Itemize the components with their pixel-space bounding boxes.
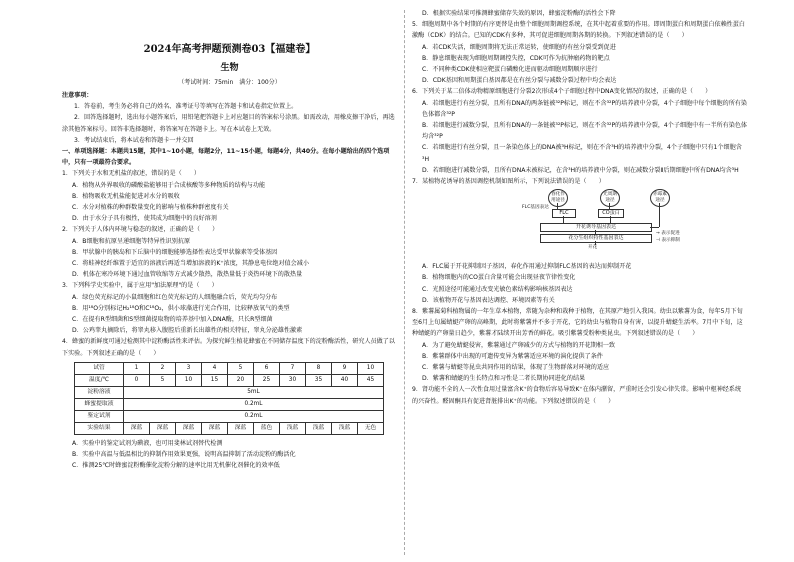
table-row: [75, 422, 384, 434]
table-cell: 深蓝: [228, 422, 254, 434]
option: C．光照途径可能通过改变光敏色素结构影响核基因表达: [422, 285, 573, 293]
section-heading: 一、单项选择题：本题共15题，其中1~10小题，每题2分，11~15小题，每题4分，共40分。在每小题给出的四个选项中，只有一项最符合要求。: [62, 148, 390, 167]
diagram-node-photoperiod: 光周期途径: [600, 189, 620, 207]
table-cell: 4: [202, 362, 228, 374]
option: A．FLC属于开花抑制因子基因，春化作用通过抑制FLC基因的表达而抑制开花: [422, 263, 632, 271]
question-stem: 4．蜂蜜的新鲜度可通过检测其中淀粉酶活性来评估。为探究鲜生植花蜂蜜在不同储存温度下的淀粉酶活性，研究人员做了以下实验。下列叙述正确的是（ ）: [62, 338, 395, 357]
option: C．推测25℃时蜂蜜淀粉酶催化淀粉分解的速率比用无机催化剂催化的效率低: [72, 462, 280, 470]
option: C．水分对植株的种群数量变化的影响与植株种群密度有关: [72, 204, 229, 212]
table-cell: 深蓝: [176, 422, 202, 434]
option: D．公鸡睾丸摘除后，将睾丸移入腹腔后重新长出雄性的相关特征，睾丸分泌雄性激素: [72, 327, 303, 335]
diagram-legend-inhibit: ⊣ 表示抑制: [656, 238, 680, 244]
table-cell: 6: [254, 362, 280, 374]
table-cell: 深蓝: [202, 422, 228, 434]
table-row: [75, 362, 384, 374]
option: B．紫薯群体中出现的可遗传变异为紫薯适应环境的演化提供了条件: [422, 352, 603, 360]
question-stem: 2．下列关于人体内环境与稳态的叙述，正确的是（ ）: [62, 226, 219, 234]
table-cell: 15: [202, 374, 228, 386]
table-cell: 蓝色: [254, 422, 280, 434]
table-cell: 5mL: [124, 386, 384, 398]
table-cell: 9: [332, 362, 358, 374]
table-cell: 试管: [75, 362, 124, 374]
option: A．绿色荧光标记的小鼠细胞和红色荧光标记的人细胞融合后，荧光均匀分布: [72, 293, 278, 301]
note-item: 3．考试结束后，将本试卷和答题卡一并交回: [74, 136, 194, 144]
diagram-box-meristem: 花分生组织特性基因表达: [540, 234, 652, 243]
option: D．若细胞进行减数分裂，且所有DNA未被标记，在含³H的培养液中分裂，则在减数分裂Ⅱ后期细胞中所有DNA均含³H: [422, 166, 739, 174]
experiment-table: [74, 362, 384, 435]
diagram-legend-promote: → 表示促进: [656, 231, 680, 237]
diagram-node-vernalization: 春化作用途径: [548, 189, 568, 207]
table-cell: 淀粉溶液: [75, 386, 124, 398]
question-stem: 6．下列关于某二倍体动物精原细胞进行分裂2次形成4个子细胞过程中DNA变化情况的叙述，正确的是（ ）: [412, 88, 712, 96]
table-cell: 深蓝: [150, 422, 176, 434]
exam-info: （考试时间：75min 满分：100分）: [178, 79, 281, 86]
column-divider: [404, 10, 405, 555]
question-stem: 5．细胞周期中各个时期的有序更替是由整个细胞周期调控系统，在其中起着重要的作用。即周期蛋白和周期蛋白依赖性蛋白激酶（CDK）的结合。已知的CDK有多种，其可促进细胞周期各期的转换。下列叙述错误的是（ ）: [412, 21, 745, 40]
subject-title: 生物: [220, 63, 239, 73]
table-cell: 深蓝: [124, 422, 150, 434]
table-cell: 无色: [358, 422, 384, 434]
diagram-label-flowering: 开花: [588, 245, 598, 251]
table-cell: 鉴定试剂: [75, 410, 124, 422]
option: C．若细胞进行有丝分裂，且一条染色体上的DNA被³H标记，则在不含³H的培养液中分裂，4个子细胞中只有1个细胞含³H: [422, 144, 742, 163]
table-cell: 20: [228, 374, 254, 386]
diagram-arrow: [563, 216, 564, 223]
option: B．植物细胞内的CO蛋白含量可能会出现昼夜节律性变化: [422, 274, 576, 282]
table-cell: 7: [280, 362, 306, 374]
diagram-arrow: [595, 230, 596, 234]
diagram-arrow: [610, 216, 611, 223]
table-cell: 10: [176, 374, 202, 386]
option: C．将蛙神经纤维置于适宜的溶液后再适当增加溶液的K⁺浓度，其静息电位绝对值会减小: [72, 260, 309, 268]
option: B．植物吸收无机盐能促进对水分的吸收: [72, 192, 180, 200]
question-stem: 3．下列科学史实验中，属于应用"加法原理"的是（ ）: [62, 282, 218, 290]
diagram-box-co: CO蛋白: [598, 209, 624, 218]
option: D．根据实验结果可推测蜂蜜储存失效的原因，蜂蜜淀粉酶的活性会下降: [422, 10, 616, 17]
table-cell: 3: [176, 362, 202, 374]
table-cell: 蜂蜜提取液: [75, 398, 124, 410]
table-cell: 1: [124, 362, 150, 374]
diagram-box-induction: 开花诱导基因表达: [540, 223, 652, 232]
table-cell: 45: [358, 374, 384, 386]
table-cell: 浅蓝: [280, 422, 306, 434]
option: A．B细胞和抗原呈递细胞等特异性识别抗原: [72, 237, 191, 245]
question-stem: 9．肾功能不全的人一次性食用过量富含K⁺的食物后容易导致K⁺在体内潴留，严重时还会引发心律失常。影响中枢神经系统的兴奋性。醛固酮具有促进肾脏排出K⁺的功能。下列叙述错误的是（ ）: [412, 386, 742, 405]
table-cell: 40: [332, 374, 358, 386]
table-row: [75, 386, 384, 398]
table-cell: 8: [306, 362, 332, 374]
option: D．由于水分子具有极性，使其成为细胞中的良好溶剂: [72, 215, 217, 223]
table-row: [75, 410, 384, 422]
table-cell: 2: [150, 362, 176, 374]
option: A．为了避免蜻蜓侵害，紫薯通过产卵减少的方式与植物的开花期相一致: [422, 341, 616, 349]
table-cell: 浅蓝: [332, 422, 358, 434]
diagram-arrow: [650, 227, 659, 228]
table-cell: 浅蓝: [306, 422, 332, 434]
option: B．实验中高温与低温相比的抑制作用效果更强，说明高温抑制了活动淀粉的酶活化: [72, 451, 296, 459]
diagram-box-flc: FLC: [552, 209, 576, 218]
table-cell: 10: [358, 362, 384, 374]
option: A．实验中的鉴定试剂为碘液，也可用斐林试剂替代检测: [72, 439, 223, 447]
option: C．紫薯与蜻蜓等昆虫共同作用的结果，体现了生物群落对环境的适应: [422, 364, 610, 372]
diagram-arrow: [557, 203, 558, 209]
note-item: 2．回答选择题时，选出每小题答案后，用铅笔把答题卡上对应题目的答案标号涂黑。如需改动，用橡皮擦干净后，再选涂其他答案标号。回答非选择题时，将答案写在答题卡上。写在本试卷上无效。: [62, 114, 395, 133]
exam-title: 2024年高考押题预测卷03【福建卷】: [143, 44, 316, 55]
option: B．若细胞进行减数分裂，且所有DNA的一条链被³²P标记，则在不含³²P的培养液中分裂，4个子细胞中有一半所有染色体均含³²P: [422, 122, 748, 141]
question-stem: 7．某植物花诱导的基因调控机制如图所示，下列说法错误的是（ ）: [412, 178, 605, 186]
table-cell: 30: [280, 374, 306, 386]
left-column: [62, 8, 397, 471]
option: A．若CDK失活，细胞周期将无法正常运转，使细胞的有丝分裂受到促进: [422, 43, 616, 51]
diagram-arrow: [659, 203, 660, 227]
option: C．在提有R型细菌和S型细菌提取物的培养基中加入DNA酶，只长R型细菌: [72, 316, 273, 324]
option: D．CDK基因和周期蛋白基因都是在有丝分裂与减数分裂过程中均会表达: [422, 77, 617, 85]
right-column: [412, 8, 747, 407]
question-stem: 1．下列关于水和无机盐的叙述，错误的是（ ）: [62, 170, 200, 178]
option: A．若细胞进行有丝分裂，且所有DNA的两条链被³²P标记，则在不含³²P的培养液中分裂，4个子细胞中每个细胞的所有染色体都含³²P: [422, 99, 747, 118]
option: B．甲状腺中的胰岛和下丘脑中的细胞能够选择性表达受甲状腺素等受体基因: [72, 248, 278, 256]
table-cell: 5: [150, 374, 176, 386]
option: A．植物从外界吸收的磷酸盐能够用于合成核酸等多种物质的结构与功能: [72, 181, 266, 189]
table-cell: 实验结果: [75, 422, 124, 434]
table-row: [75, 398, 384, 410]
option: D．该植物开花与基因表达调控、环境因素等有关: [422, 296, 555, 304]
note-item: 1．答卷前，考生务必将自己的姓名、准考证号等填写在答题卡和试卷指定位置上。: [74, 103, 298, 111]
option: B．静息细胞表现为细胞周期调控失控，CDK可作为抗肿瘤药物的靶点: [422, 54, 610, 62]
option: C．不同种类CDK使相应靶蛋白磷酸化进而驱动细胞周期顺序进行: [422, 66, 598, 74]
question-stem: 8．紫薯属菊科植物属的一年生草本植物，常随为杂种和栽种于植物，在其原产地引入我国。幼虫以紫薯为食，每年5月下旬至6月上旬属蜻蜓产卵的高峰期，此时将紫薯并不多于开花，它的幼虫与植物自身有害，以提升蜻蜓生活率。7月中下旬，这种蜻蜓的产卵量日趋少，紫薯才陆续开出芳香的鲜花。吸引紫薯受粉种类昆虫。下列叙述错误的是（ ）: [412, 308, 743, 338]
table-row: [75, 374, 384, 386]
table-cell: 0.2mL: [124, 398, 384, 410]
table-cell: 35: [306, 374, 332, 386]
table-cell: 0.2mL: [124, 410, 384, 422]
table-cell: 25: [254, 374, 280, 386]
table-cell: 0: [124, 374, 150, 386]
notes-title: 注意事项：: [62, 92, 93, 99]
table-cell: 温度/℃: [75, 374, 124, 386]
diagram-label-flc: FLC基因表达: [522, 205, 549, 211]
diagram-node-gibberellin: 赤霉素途径: [650, 189, 670, 207]
option: D．机体在寒冷环境下通过血管收缩等方式减少散热，散热量低于炎热环境下的散热量: [72, 271, 303, 279]
option: D．紫薯和蜻蜓的生长特点和习性是二者长期协同进化的结果: [422, 375, 586, 383]
diagram-arrow: [595, 241, 596, 245]
table-cell: 5: [228, 362, 254, 374]
option: B．用¹⁸O分别标记H₂¹⁸O和C¹⁸O₂，供小球藻进行光合作用，比较释放氧气的类型: [72, 304, 290, 312]
flowering-diagram: [522, 189, 702, 257]
diagram-arrow: [609, 203, 610, 209]
